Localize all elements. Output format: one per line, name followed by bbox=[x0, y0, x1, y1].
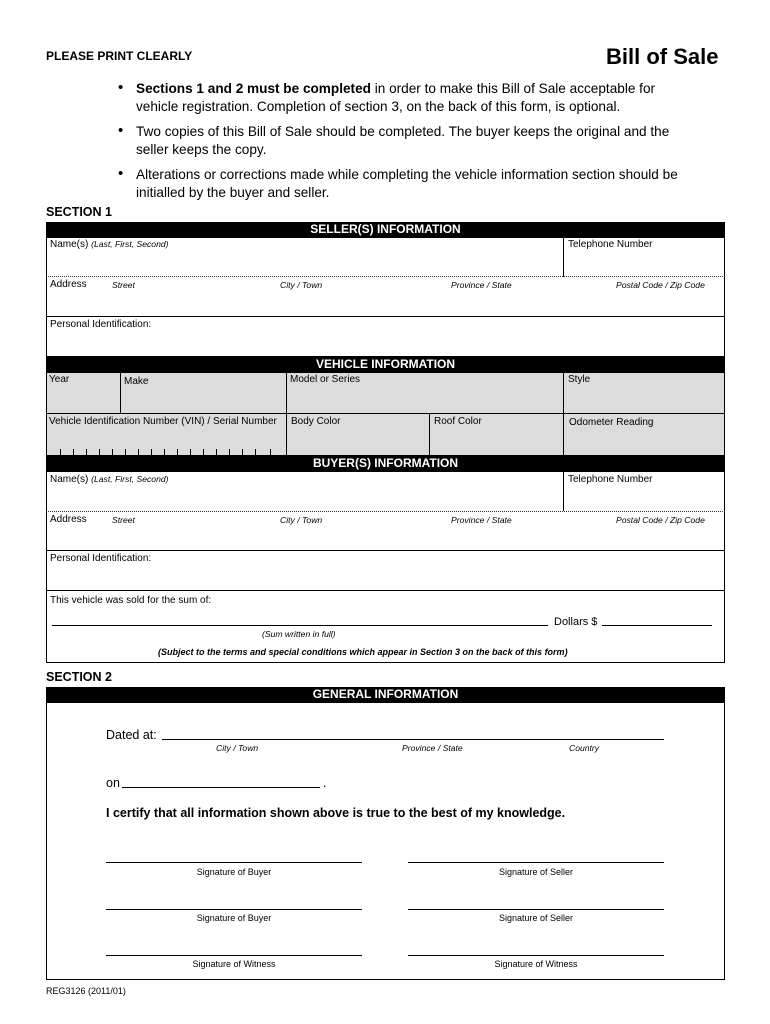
seller-heading: SELLER(S) INFORMATION bbox=[46, 222, 725, 237]
seller-signature-line[interactable] bbox=[408, 862, 664, 863]
sale-sum-line[interactable] bbox=[52, 625, 548, 626]
vin-digit-tick bbox=[60, 449, 61, 455]
vehicle-model-label: Model or Series bbox=[290, 374, 361, 385]
seller-province-hint: Province / State bbox=[451, 280, 512, 290]
buyer-signature-caption: Signature of Buyer bbox=[196, 867, 272, 877]
divider bbox=[286, 372, 287, 456]
section2-label: SECTION 2 bbox=[46, 670, 112, 684]
seller-city-hint: City / Town bbox=[280, 280, 323, 290]
witness-signature-caption: Signature of Witness bbox=[192, 959, 276, 969]
form-code: REG3126 (2011/01) bbox=[46, 986, 126, 996]
instruction-item: • Two copies of this Bill of Sale should be completed. The buyer keeps the original and the seller keeps the copy. bbox=[118, 123, 698, 158]
buyer-names-label bbox=[50, 474, 169, 485]
vehicle-make-label: Make bbox=[124, 376, 149, 387]
names-label: Name(s) bbox=[50, 239, 89, 250]
dated-country-hint: Country bbox=[569, 743, 600, 753]
seller-names-label bbox=[50, 239, 169, 250]
divider bbox=[429, 413, 430, 456]
vin-digit-tick bbox=[270, 449, 271, 455]
divider bbox=[120, 372, 121, 413]
dated-at-line[interactable] bbox=[162, 739, 664, 740]
dated-at-label: Dated at: bbox=[106, 728, 157, 742]
buyer-city-hint: City / Town bbox=[280, 515, 323, 525]
divider bbox=[563, 471, 564, 511]
buyer-telephone-label: Telephone Number bbox=[568, 474, 653, 485]
instruction-bold: Sections 1 and 2 must be completed bbox=[136, 81, 371, 96]
date-on-label: on bbox=[106, 776, 120, 790]
print-clearly-note: PLEASE PRINT CLEARLY bbox=[46, 49, 193, 63]
witness-signature-caption: Signature of Witness bbox=[494, 959, 578, 969]
buyer-province-hint: Province / State bbox=[451, 515, 512, 525]
divider bbox=[563, 372, 564, 456]
sale-dollars-label: Dollars $ bbox=[554, 616, 598, 628]
sale-terms-note: (Subject to the terms and special conditions which appear in Section 3 on the back of this form) bbox=[158, 647, 568, 657]
divider bbox=[46, 316, 725, 317]
vehicle-vin-label: Vehicle Identification Number (VIN) / Serial Number bbox=[49, 416, 277, 427]
divider bbox=[46, 550, 725, 551]
dated-province-hint: Province / State bbox=[402, 743, 463, 753]
vehicle-body-color-label: Body Color bbox=[291, 416, 341, 427]
buyer-signature-caption: Signature of Buyer bbox=[196, 913, 272, 923]
vin-digit-tick bbox=[255, 449, 256, 455]
seller-street-hint: Street bbox=[112, 280, 135, 290]
divider bbox=[46, 511, 725, 512]
vin-digit-tick bbox=[99, 449, 100, 455]
buyer-box bbox=[46, 471, 725, 663]
vin-digit-tick bbox=[242, 449, 243, 455]
seller-signature-line[interactable] bbox=[408, 909, 664, 910]
sale-dollars-line[interactable] bbox=[602, 625, 712, 626]
vin-digit-tick bbox=[229, 449, 230, 455]
buyer-signature-line[interactable] bbox=[106, 909, 362, 910]
vin-digit-tick bbox=[138, 449, 139, 455]
seller-box bbox=[46, 237, 725, 357]
vin-digit-tick bbox=[151, 449, 152, 455]
names-hint: (Last, First, Second) bbox=[91, 239, 169, 249]
seller-personal-id-label: Personal Identification: bbox=[50, 319, 152, 330]
instruction-item: • Alterations or corrections made while completing the vehicle information section should be initialled by the buyer and seller. bbox=[118, 166, 698, 201]
vehicle-odometer-label: Odometer Reading bbox=[569, 417, 654, 428]
divider bbox=[46, 413, 725, 414]
vin-digit-tick bbox=[177, 449, 178, 455]
vin-digit-tick bbox=[203, 449, 204, 455]
buyer-address-label: Address bbox=[50, 514, 87, 525]
sale-sum-label: This vehicle was sold for the sum of: bbox=[50, 595, 212, 606]
buyer-signature-line[interactable] bbox=[106, 862, 362, 863]
seller-signature-caption: Signature of Seller bbox=[498, 913, 574, 923]
divider bbox=[46, 590, 725, 591]
seller-signature-caption: Signature of Seller bbox=[498, 867, 574, 877]
names-label: Name(s) bbox=[50, 474, 89, 485]
general-info-box bbox=[46, 702, 725, 980]
witness-signature-line[interactable] bbox=[106, 955, 362, 956]
instruction-item bbox=[118, 80, 698, 115]
vehicle-roof-color-label: Roof Color bbox=[434, 416, 482, 427]
vin-digit-tick bbox=[112, 449, 113, 455]
vin-digit-tick bbox=[73, 449, 74, 455]
instruction-text: in order to make this Bill of Sale acceptable for vehicle registration. Completion of section 3, on the back of this form, is optional. bbox=[136, 81, 656, 114]
buyer-personal-id-label: Personal Identification: bbox=[50, 553, 152, 564]
witness-signature-line[interactable] bbox=[408, 955, 664, 956]
dated-city-hint: City / Town bbox=[216, 743, 259, 753]
vin-digit-tick bbox=[190, 449, 191, 455]
date-on-line[interactable] bbox=[122, 787, 320, 788]
page-title: Bill of Sale bbox=[606, 44, 719, 69]
seller-address-label: Address bbox=[50, 279, 87, 290]
vehicle-style-label: Style bbox=[568, 374, 591, 385]
seller-postal-hint: Postal Code / Zip Code bbox=[616, 280, 705, 290]
vin-digit-tick bbox=[125, 449, 126, 455]
certification-statement: I certify that all information shown above is true to the best of my knowledge. bbox=[106, 806, 566, 820]
buyer-heading: BUYER(S) INFORMATION bbox=[46, 456, 725, 471]
buyer-street-hint: Street bbox=[112, 515, 135, 525]
seller-telephone-label: Telephone Number bbox=[568, 239, 653, 250]
sale-sum-hint: (Sum written in full) bbox=[262, 629, 336, 639]
divider bbox=[46, 276, 725, 277]
section1-label: SECTION 1 bbox=[46, 205, 112, 219]
vin-digit-tick bbox=[164, 449, 165, 455]
date-on-period: . bbox=[323, 776, 327, 790]
names-hint: (Last, First, Second) bbox=[91, 474, 169, 484]
vehicle-heading: VEHICLE INFORMATION bbox=[46, 357, 725, 372]
divider bbox=[563, 237, 564, 277]
buyer-postal-hint: Postal Code / Zip Code bbox=[616, 515, 705, 525]
vin-digit-tick bbox=[216, 449, 217, 455]
instructions-list bbox=[118, 80, 698, 209]
general-info-heading: GENERAL INFORMATION bbox=[46, 687, 725, 702]
vehicle-year-label: Year bbox=[49, 374, 70, 385]
vin-digit-tick bbox=[86, 449, 87, 455]
